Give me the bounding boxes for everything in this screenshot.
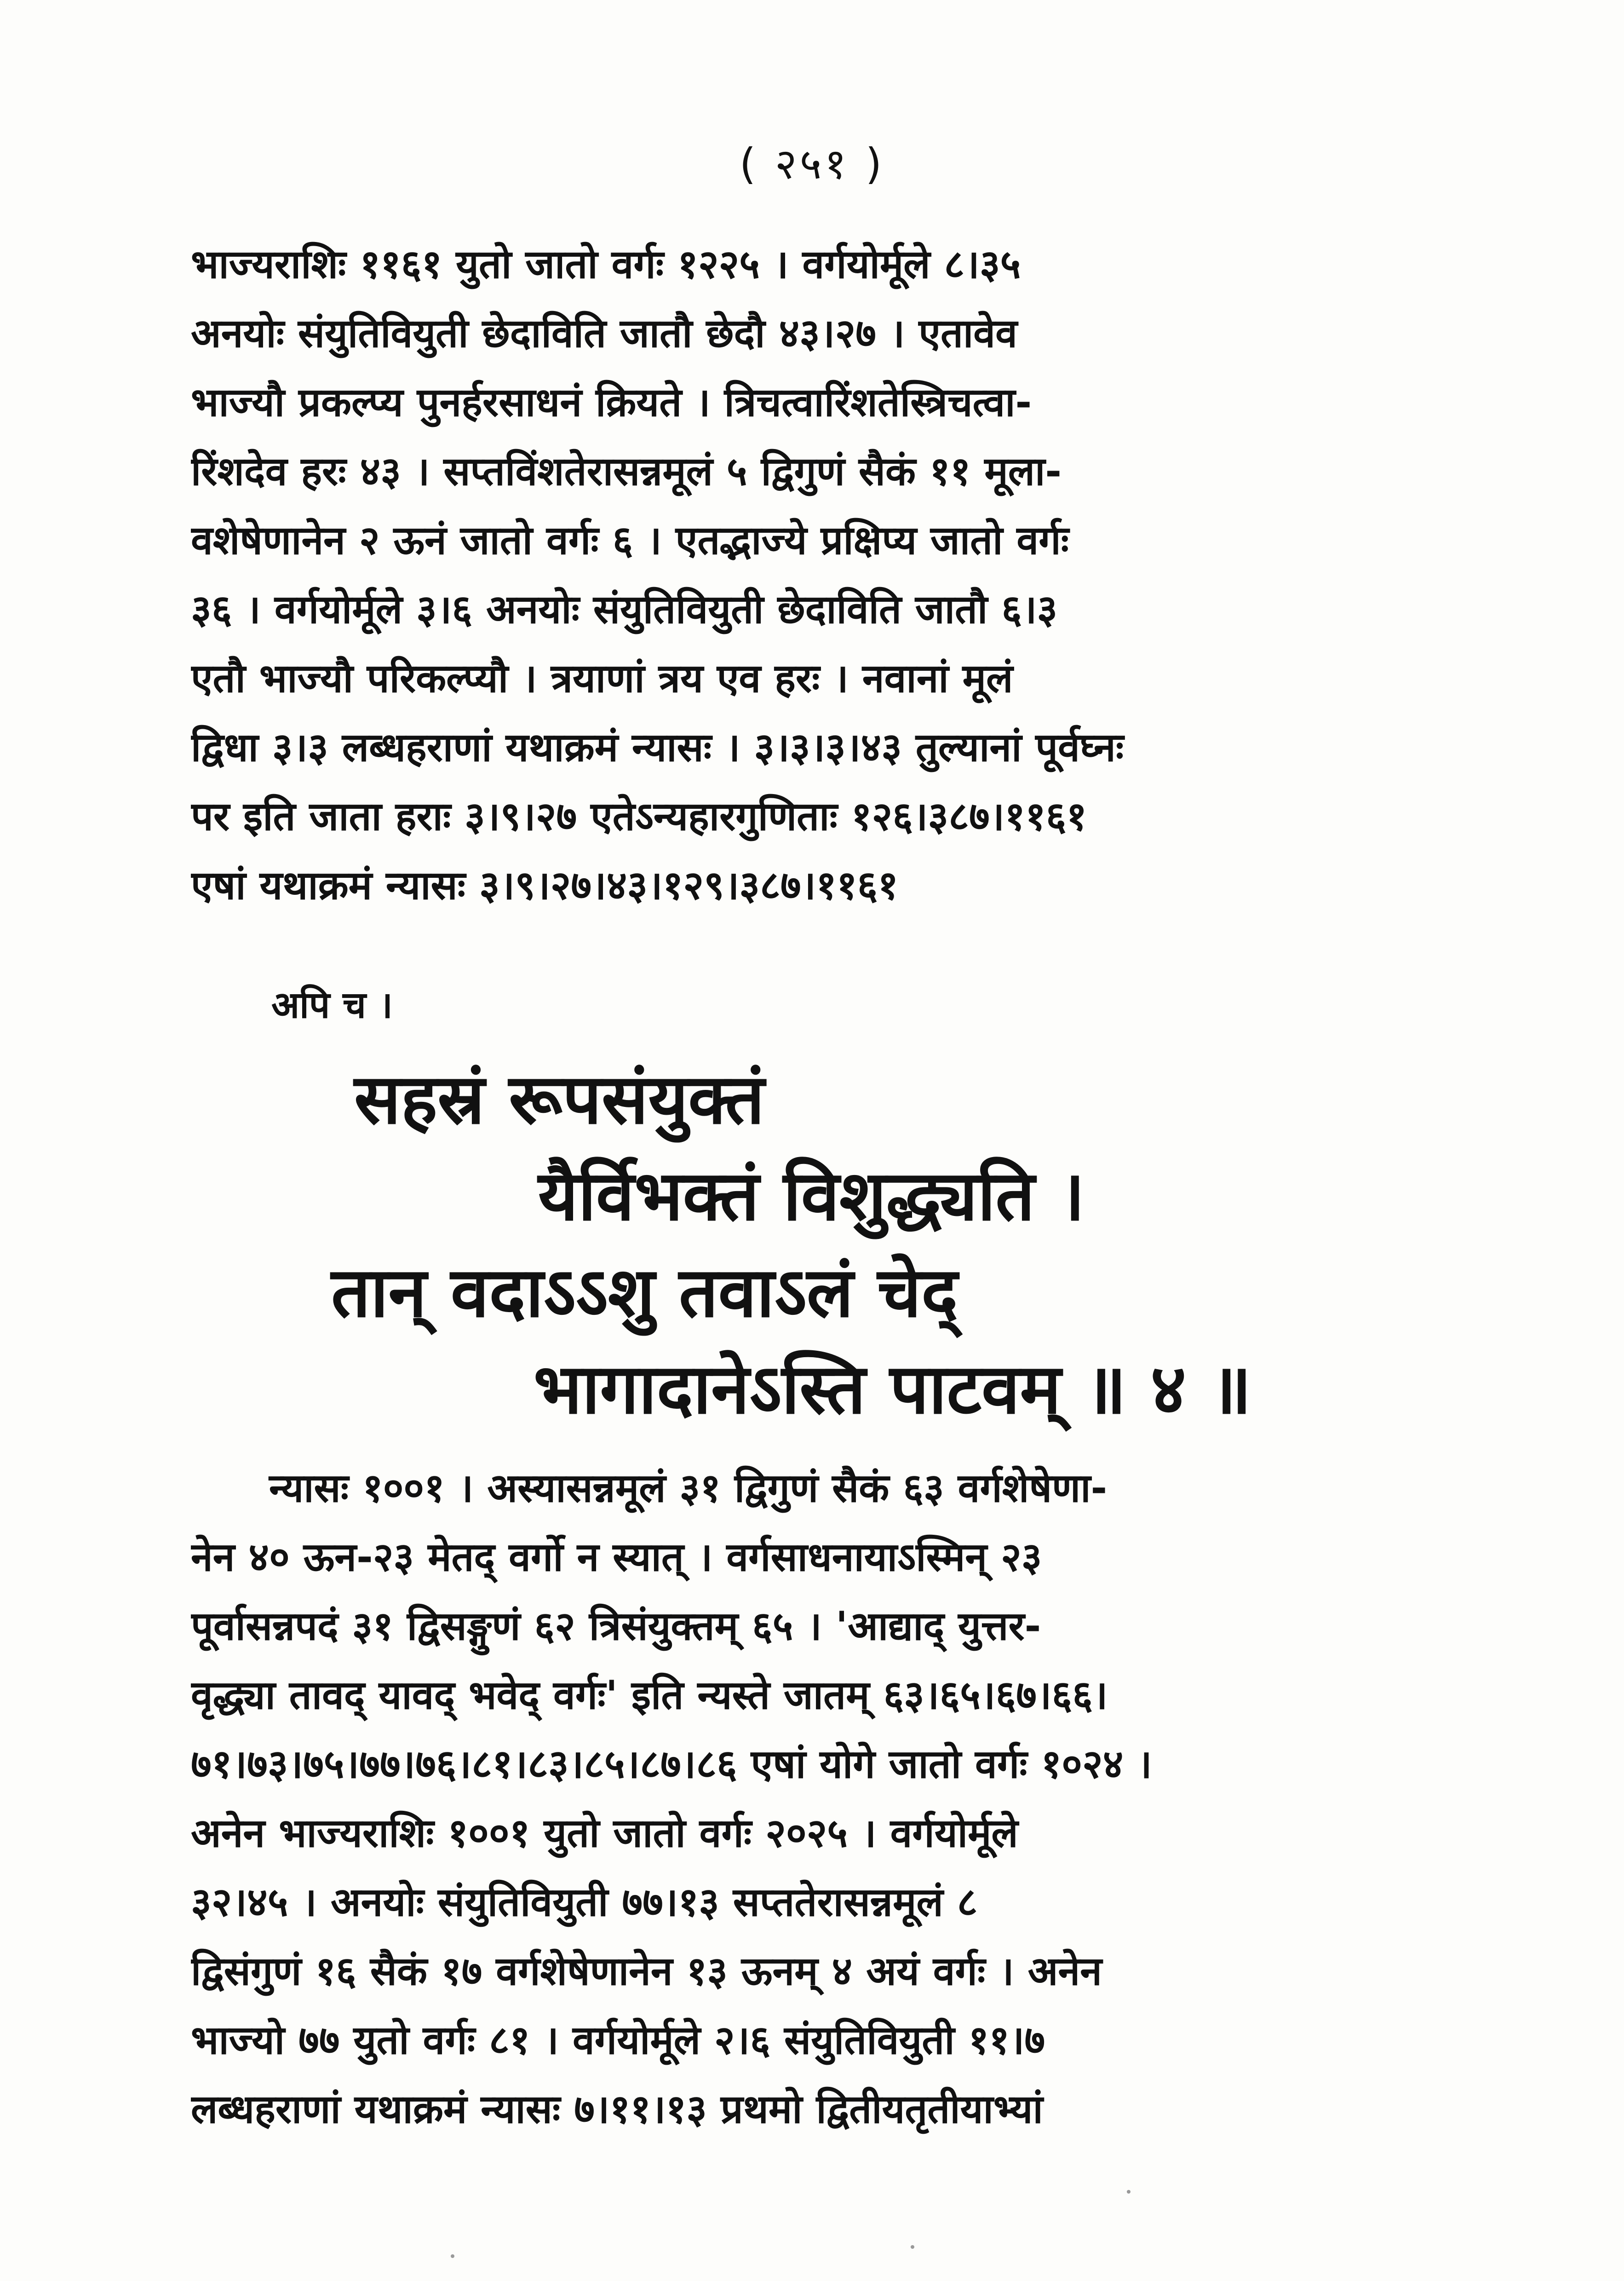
text-line: वशेषेणानेन २ ऊनं जातो वर्गः ६ । एतद्भाज्ये प्रक्षिप्य जातो वर्गः [191, 518, 1069, 564]
paragraph-solution-1 [191, 230, 1456, 920]
api-ca-heading: अपि च । [271, 984, 393, 1026]
text-line: न्यासः १००१ । अस्यासन्नमूलं ३१ द्विगुणं सैकं ६३ वर्गशेषेणा- [269, 1465, 1108, 1511]
text-line: भाज्यराशिः ११६१ युतो जातो वर्गः १२२५ । वर्गयोर्मूले ८।३५ [191, 242, 1021, 288]
text-line: नेन ४० ऊन-२३ मेतद् वर्गो न स्यात् । वर्गसाधनायाऽस्मिन् २३ [191, 1534, 1042, 1580]
text-line: ७१।७३।७५।७७।७६।८१।८३।८५।८७।८६ एषां योगे जातो वर्गः १०२४ । [191, 1741, 1152, 1787]
text-line: पूर्वासन्नपदं ३१ द्विसङ्गुणं ६२ त्रिसंयुक्तम् ६५ । 'आद्याद् युत्तर- [191, 1603, 1041, 1649]
text-line: एषां यथाक्रमं न्यासः ३।९।२७।४३।१२९।३८७।११६१ [191, 863, 899, 909]
scan-speck [1127, 2190, 1130, 2194]
verse-line-4: भागादानेऽस्ति पाटवम् ॥ ४ ॥ [534, 1349, 1252, 1429]
text-line: एतौ भाज्यौ परिकल्प्यौ । त्रयाणां त्रय एव हरः । नवानां मूलं [191, 656, 1013, 702]
scan-speck [911, 2245, 914, 2249]
verse-line-3: तान् वदाऽऽशु तवाऽलं चेद् [331, 1253, 958, 1333]
text-line: भाज्यो ७७ युतो वर्गः ८१ । वर्गयोर्मूले २।६ संयुतिवियुती ११।७ [191, 2017, 1045, 2063]
text-line: वृद्ध्या तावद् यावद् भवेद् वर्गः' इति न्यस्ते जातम् ६३।६५।६७।६६। [191, 1672, 1108, 1718]
text-line: ३२।४५ । अनयोः संयुतिवियुती ७७।१३ सप्ततेरासन्नमूलं ८ [191, 1879, 978, 1925]
text-line: अनयोः संयुतिवियुती छेदाविति जातौ छेदौ ४३।२७ । एतावेव [191, 311, 1017, 357]
text-line: द्विधा ३।३ लब्धहराणां यथाक्रमं न्यासः । ३।३।३।४३ तुल्यानां पूर्वघ्नः [191, 725, 1124, 771]
text-line: द्विसंगुणं १६ सैकं १७ वर्गशेषेणानेन १३ ऊनम् ४ अयं वर्गः । अनेन [191, 1948, 1102, 1994]
text-line: ३६ । वर्गयोर्मूले ३।६ अनयोः संयुतिवियुती छेदाविति जातौ ६।३ [191, 587, 1058, 633]
page-number: ( २५१ ) [739, 139, 885, 189]
text-line: भाज्यौ प्रकल्प्य पुनर्हरसाधनं क्रियते । त्रिचत्वारिंशतेस्त्रिचत्वा- [191, 380, 1032, 426]
text-line: अनेन भाज्यराशिः १००१ युतो जातो वर्गः २०२५ । वर्गयोर्मूले [191, 1810, 1018, 1856]
paragraph-solution-2 [191, 1454, 1456, 2144]
text-line: पर इति जाता हराः ३।९।२७ एतेऽन्यहारगुणिताः १२६।३८७।११६१ [191, 794, 1087, 840]
text-line: रिंशदेव हरः ४३ । सप्तविंशतेरासन्नमूलं ५ द्विगुणं सैकं ११ मूला- [191, 449, 1062, 495]
verse-line-2: यैर्विभक्तं विशुद्ध्यति । [538, 1156, 1085, 1236]
text-line: लब्धहराणां यथाक्रमं न्यासः ७।११।१३ प्रथमो द्वितीयतृतीयाभ्यां [191, 2086, 1043, 2132]
verse-line-1: सहस्रं रूपसंयुक्तं [354, 1060, 765, 1140]
scan-speck [451, 2254, 454, 2258]
